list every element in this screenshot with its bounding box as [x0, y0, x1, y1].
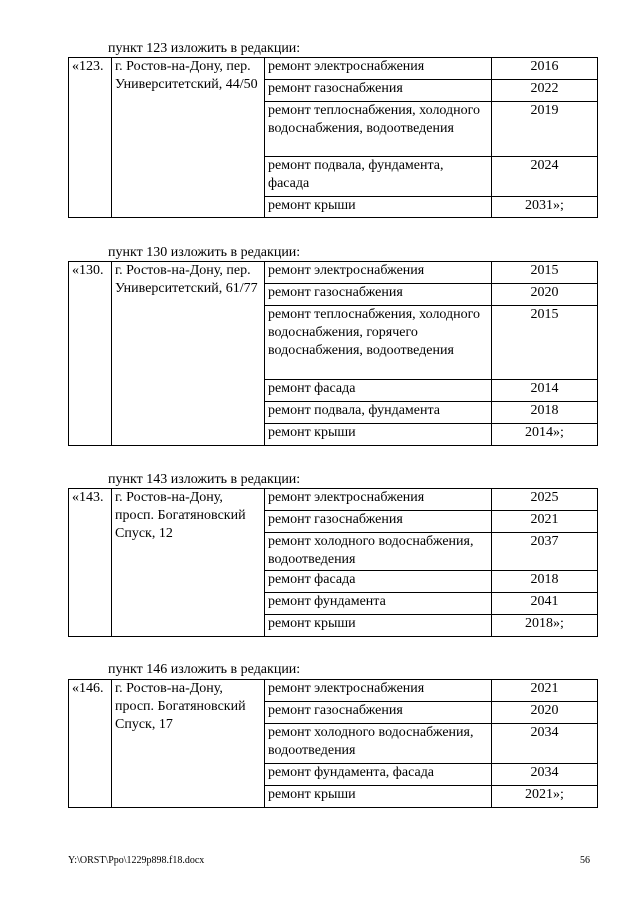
work-cell: ремонт электроснабжения — [265, 489, 492, 511]
year-cell: 2018»; — [492, 615, 598, 637]
year-cell: 2022 — [492, 80, 598, 102]
amendment-table — [68, 57, 598, 218]
work-cell: ремонт газоснабжения — [265, 702, 492, 724]
year-cell: 2034 — [492, 724, 598, 764]
address-cell: г. Ростов-на-Дону, пер. Университетский, 61/77 — [112, 262, 265, 446]
year-cell: 2024 — [492, 157, 598, 197]
year-cell: 2034 — [492, 764, 598, 786]
amendment-table — [68, 488, 598, 637]
work-cell: ремонт газоснабжения — [265, 511, 492, 533]
work-cell: ремонт крыши — [265, 197, 492, 218]
year-cell: 2020 — [492, 702, 598, 724]
address-cell: г. Ростов-на-Дону, пер. Университетский, 44/50 — [112, 58, 265, 218]
work-cell: ремонт холодного водоснабжения, водоотведения — [265, 724, 492, 764]
year-cell: 2031»; — [492, 197, 598, 218]
work-cell: ремонт электроснабжения — [265, 58, 492, 80]
year-cell: 2025 — [492, 489, 598, 511]
work-cell: ремонт газоснабжения — [265, 284, 492, 306]
work-cell: ремонт холодного водоснабжения, водоотведения — [265, 533, 492, 571]
amendment-table — [68, 679, 598, 808]
footer-file-path: Y:\ORST\Ppo\1229p898.f18.docx — [68, 855, 205, 866]
year-cell: 2014»; — [492, 424, 598, 446]
work-cell: ремонт подвала, фундамента — [265, 402, 492, 424]
year-cell: 2015 — [492, 262, 598, 284]
work-cell: ремонт теплоснабжения, холодного водоснабжения, горячего водоснабжения, водоотведения — [265, 306, 492, 380]
section-intro: пункт 146 изложить в редакции: — [108, 662, 301, 677]
amendment-table — [68, 261, 598, 446]
year-cell: 2015 — [492, 306, 598, 380]
year-cell: 2041 — [492, 593, 598, 615]
item-number: «130. — [69, 262, 112, 446]
work-cell: ремонт электроснабжения — [265, 262, 492, 284]
work-cell: ремонт крыши — [265, 424, 492, 446]
section-intro: пункт 130 изложить в редакции: — [108, 245, 301, 260]
work-cell: ремонт крыши — [265, 615, 492, 637]
section-intro: пункт 143 изложить в редакции: — [108, 472, 301, 487]
work-cell: ремонт фасада — [265, 380, 492, 402]
item-number: «146. — [69, 680, 112, 808]
work-cell: ремонт крыши — [265, 786, 492, 808]
work-cell: ремонт теплоснабжения, холодного водоснабжения, водоотведения — [265, 102, 492, 157]
year-cell: 2016 — [492, 58, 598, 80]
year-cell: 2021 — [492, 680, 598, 702]
work-cell: ремонт фасада — [265, 571, 492, 593]
year-cell: 2020 — [492, 284, 598, 306]
work-cell: ремонт газоснабжения — [265, 80, 492, 102]
address-cell: г. Ростов-на-Дону, просп. Богатяновский Спуск, 17 — [112, 680, 265, 808]
year-cell: 2021»; — [492, 786, 598, 808]
item-number: «123. — [69, 58, 112, 218]
year-cell: 2037 — [492, 533, 598, 571]
year-cell: 2018 — [492, 402, 598, 424]
work-cell: ремонт фундамента, фасада — [265, 764, 492, 786]
year-cell: 2019 — [492, 102, 598, 157]
address-cell: г. Ростов-на-Дону, просп. Богатяновский Спуск, 12 — [112, 489, 265, 637]
work-cell: ремонт подвала, фундамента, фасада — [265, 157, 492, 197]
section-intro: пункт 123 изложить в редакции: — [108, 41, 301, 56]
work-cell: ремонт фундамента — [265, 593, 492, 615]
year-cell: 2014 — [492, 380, 598, 402]
year-cell: 2018 — [492, 571, 598, 593]
year-cell: 2021 — [492, 511, 598, 533]
footer-page-number: 56 — [580, 855, 590, 866]
item-number: «143. — [69, 489, 112, 637]
work-cell: ремонт электроснабжения — [265, 680, 492, 702]
